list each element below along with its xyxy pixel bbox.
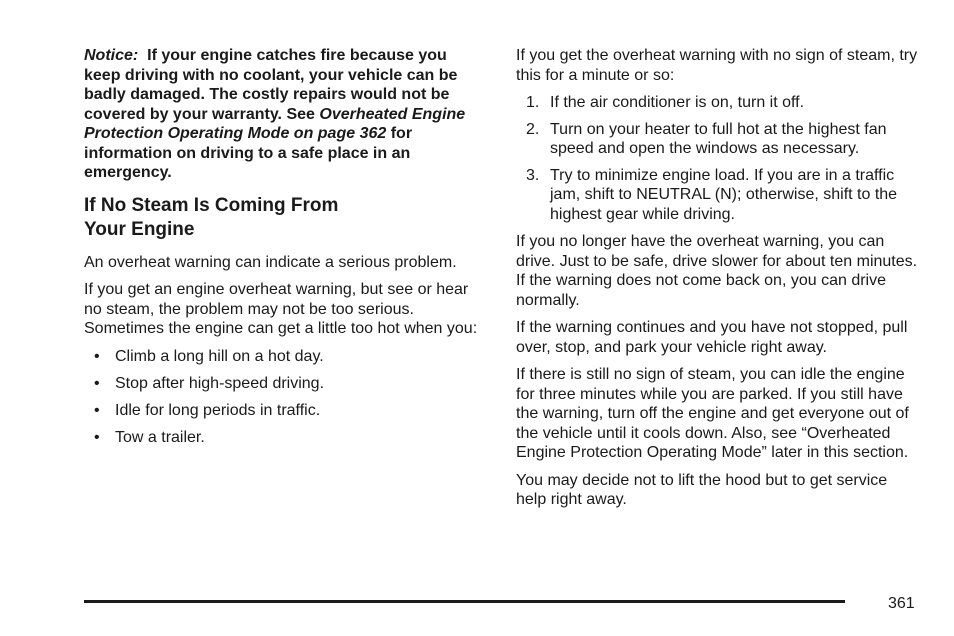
bullet-icon: • (94, 401, 100, 419)
notice-text-end: for information on driving to a safe place in an emergency. (84, 125, 413, 181)
step-item (516, 93, 921, 113)
footer-rule (84, 600, 845, 603)
bullet-item (84, 374, 484, 394)
paragraph: If you no longer have the overheat warning, you can drive. Just to be safe, drive slower for about ten minutes. If the warning does not come back on, you can drive normally. (516, 233, 918, 309)
paragraph: An overheat warning can indicate a serious problem. (84, 253, 457, 271)
step-text: Turn on your heater to full hot at the highest fan speed and open the windows as necessary. (550, 120, 887, 157)
bullet-list (84, 347, 484, 448)
bullet-text: Climb a long hill on a hot day. (115, 347, 324, 365)
step-number: 1. (526, 94, 540, 111)
step-number: 2. (526, 120, 540, 138)
right-column (516, 46, 921, 518)
step-text: Try to minimize engine load. If you are in a traffic jam, shift to NEUTRAL (N); otherwise, shift to the highest gear while driving. (550, 166, 898, 223)
intro-paragraph: If you get the overheat warning with no sign of steam, try this for a minute or so: (516, 47, 918, 84)
section-heading (84, 194, 484, 243)
bullet-icon: • (94, 347, 100, 365)
section-heading-line-2: Your Engine (84, 219, 195, 240)
notice-label: Notice: (84, 47, 139, 64)
bullet-text: Stop after high-speed driving. (115, 374, 325, 392)
bullet-icon: • (94, 374, 100, 392)
bullet-text: Tow a trailer. (115, 428, 205, 446)
step-item (516, 120, 921, 159)
notice-block (84, 46, 484, 183)
left-column (84, 46, 484, 455)
notice-text: If your engine catches fire because you keep driving with no coolant, your vehicle can be badly damaged. The costly repairs would not be covered by your warranty. See (84, 47, 458, 123)
step-number: 3. (526, 166, 540, 184)
step-item (516, 166, 921, 225)
bullet-item (84, 347, 484, 367)
paragraph: If you get an engine overheat warning, but see or hear no steam, the problem may not be too serious. Sometimes the engine can get a little too hot when you: (84, 281, 478, 337)
notice-reference: Overheated Engine Protection Operating Mode on page 362 (84, 105, 466, 142)
paragraph: If the warning continues and you have not stopped, pull over, stop, and park your vehicle right away. (516, 319, 908, 356)
bullet-item (84, 428, 484, 448)
page-number: 361 (888, 595, 915, 612)
paragraph: You may decide not to lift the hood but to get service help right away. (516, 471, 888, 508)
bullet-item (84, 401, 484, 421)
section-heading-line-1: If No Steam Is Coming From (84, 194, 339, 216)
bullet-text: Idle for long periods in traffic. (115, 401, 321, 419)
paragraph: If there is still no sign of steam, you can idle the engine for three minutes while you are parked. If you still have the warning, turn off the engine and get everyone out of the vehicle until it cools down. Also, see “Overheated Engine Protection Operating Mode” later in this section. (516, 366, 909, 461)
bullet-icon: • (94, 428, 100, 446)
step-text: If the air conditioner is on, turn it off. (550, 94, 805, 111)
numbered-steps (516, 93, 921, 224)
